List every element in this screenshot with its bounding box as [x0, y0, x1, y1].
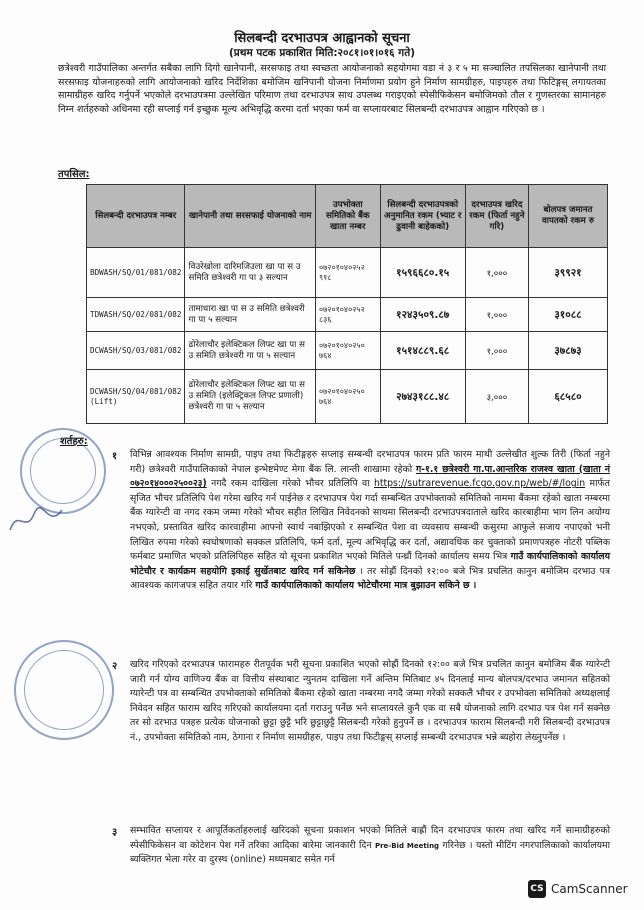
pre-bid-meeting-label: Pre-Bid Meeting [374, 841, 440, 850]
table-row [87, 370, 608, 424]
official-stamp [14, 640, 114, 740]
table-row [87, 248, 608, 298]
conditions-heading: शर्तहरु: [60, 436, 88, 447]
camscanner-icon: CS [528, 880, 546, 898]
col-header-account: उपभोक्ता समितिको बैंक खाता नम्बर [315, 185, 380, 248]
cell-fee: १,००० [465, 248, 528, 298]
condition-1 [130, 448, 610, 594]
account-reference: ग-१.१ छत्रेश्वरी गा.पा.आन्तरिक राजश्व खाता (खाता नं ०७२०१४०००२५००२३) [130, 463, 610, 490]
condition-number: १ [112, 451, 118, 462]
condition-text: मार्फत सृजित भौचर प्रतिलिपि पेश गरेमा खरिद गर्न पाईनेछ र दरभाउपत्र पेश गर्दा सम्बन्धित उपभोक्ताको समितिको नाममा बैंकमा रहेको खाता नम्बरमा बैंक ग्यारेन्टी वा नगद रकम जम्मा गरेको भौचर सहीत लिखित निवेदनको साथमा सिलबन्दी दरभाउपत्रदाताले खरिद कारबाहीमा भाग लिन अयोग्य नभएको, प्रस्तावित खरिद कारवाहीमा आफ्नो स्वार्थ नबाझिएको र सम्बन्धित पेशा वा व्यवसाय सम्बन्धी कसुरमा आफुले सजाय नपाएको भनी लिखित रुपमा गरेको स्वघोषणाको सक्कल प्रतिलिपि, फर्म दर्ता, मूल्य अभिवृद्धि कर दर्ता, अद्यावधिक कर चुक्ताको प्रमाणपत्रहरु नोटरी पब्लिक फर्मबाट प्रमाणित भएको प्रतिलिपिहरु सहित यो सूचना प्रकाशित भएको मितिले पन्ध्रौं दिनको कार्यालय समय भित्र [130, 478, 610, 563]
cell-deposit: ३७८७३ [528, 332, 607, 370]
cell-estimate: २७४३१८८.४८ [380, 370, 465, 424]
cell-code: BDWASH/SQ/01/081/082 [87, 248, 185, 298]
condition-text: सम्भावित सप्लायर र आपूर्तिकर्ताहरुलाई खरिदको सूचना प्रकाशन भएको मितिले बाह्रौं दिन दरभाउपत्र फारम तथा खरिद गर्ने सामाग्रीहरुको स्पेसीफिकेसन वा कोटेशन पेश गर्ने तरिका आदिका बारेमा जानकारी दिन [130, 825, 610, 851]
submission-location: गाउँ कार्यपालिकाको कार्यालय भोटेचौरमा मात्र बुझाउन सकिने छ । [255, 580, 477, 592]
cell-code: TDWASH/SQ/02/081/082 [87, 298, 185, 332]
col-header-deposit: बोलपत्र जमानत वापतको रकम रु [528, 185, 607, 248]
cell-deposit: ३९९२१ [528, 248, 607, 298]
cell-estimate: १५१४८८९.६८ [380, 332, 465, 370]
condition-number: ३ [112, 827, 118, 838]
col-header-estimate: सिलबन्दी दरभाउपत्रको अनुमानित रकम (भ्याट र ढुवानी बाहेकको) [380, 185, 465, 248]
cell-account: ०७२०१०४०२५० ७६४ [315, 370, 380, 424]
cell-estimate: १५९६६८०.१५ [380, 248, 465, 298]
cell-deposit: ३१०८८ [528, 298, 607, 332]
col-header-fee: दरभाउपत्र खरिद रकम (फिर्ता नहुने गरि) [465, 185, 528, 248]
sutra-revenue-link[interactable]: https://sutrarevenue.fcgo.gov.np/web/#/login [373, 478, 586, 490]
cell-name: विउरेखोला दारिमजिउला खा पा स उ समिति छत्रेश्वरी गा पा ३ सल्यान [185, 248, 316, 298]
cell-fee: १,००० [465, 332, 528, 370]
table-heading: तपसिल: [58, 169, 90, 180]
cell-code: DCWASH/SQ/04/081/082 (Lift) [87, 370, 185, 424]
condition-text: नगदै रकम दाखिला गरेको भौचर प्रतिलिपि वा [211, 478, 370, 490]
notice-subtitle: (प्रथम पटक प्रकाशित मिति:२०८१।०१।०१६ गते) [228, 47, 415, 59]
table-header-row [87, 185, 608, 248]
cell-fee: ३,००० [465, 370, 528, 424]
intro-paragraph: छत्रेश्वरी गाउँपालिका अन्तर्गत सबैका लागि दिगो खानेपानी, सरसफाइ तथा स्वच्छता आयोजनाको सहयोगमा वडा नं ३ र ५ मा सञ्चालित तपसिलका खानेपानी तथा सरसफाइ योजनाहरुको लागि आयोजनाको खरिद निर्देशिका बमोजिम खनिपानी योजना निर्माणमा प्रयोग हुने निर्माण सामग्रीहरु, पाइपहरु तथा फिटिङ्गस् लगायतका सामाग्रीहरु खरिद गर्नुपर्ने भएकोले दरभाउपत्रमा उल्लेखित परिमाण तथा दरभाउपत्र साथ उपलब्ध गराइएको स्पेसीफिकेसन बमोजिमको तौल र गुणस्तरका सामानहरु निम्न शर्तहरुको अधिनमा रही सप्लाई गर्न इच्छुक मूल्य अभिवृद्धि करमा दर्ता भएका फर्म वा सप्लायरबाट सिलबन्दी दरभाउपत्र आह्वान गरिएको छ । [58, 63, 606, 115]
condition-number: २ [112, 661, 118, 672]
cell-name: ढोरेलाचौर इलेक्टिकल लिफ्ट खा पा स उ समिति छत्रेश्वरी गा पा ५ सल्यान [185, 332, 316, 370]
condition-text: । तर सोह्रौं दिनको १२:०० बजे भित्र प्रचलित कानुन बमोजिम दरभाउ पत्र आवश्यक कागजपत्र सहित तयार गरि [130, 565, 610, 592]
condition-text: विभिन्न आवश्यक निर्माण सामग्री, पाइप तथा फिटीङ्गहरु सप्लाइ सम्बन्धी दरभाउपत्र फारम प्रति फारम माथी उल्लेखीत शुल्क तिरी (फिर्ता नहुने गरी) छत्रेश्वरी गाउँपालिकाको नेपाल इन्भेष्टमेण्ट मेगा बैंक लि. लान्ती शाखामा रहेको [130, 449, 610, 475]
signature-mark [6, 500, 66, 540]
camscanner-label: CamScanner [551, 882, 628, 896]
camscanner-watermark [528, 880, 628, 898]
condition-text: गरिनेछ । यस्तो मीटिंग नगरपालिकाको कार्यालयमा ब्यक्तिगत भेला गरेर वा दुरस्थ (online) मध्यमबाट समेत गर्न [130, 839, 610, 866]
table-row [87, 298, 608, 332]
bid-table [86, 184, 608, 424]
condition-2: खरिद गरिएको दरभाउपत्र फारामहरु रीतपूर्वक भरी सूचना प्रकाशित भएको सोह्रौं दिनको १२:०० बजे भित्र प्रचलित कानुन बमोजिम बैंक ग्यारेन्टी जारी गर्न योग्य वाणिज्य बैंक वा वित्तीय संस्थाबाट न्युनतम दाखिला गर्ने अन्तिम मितिबाट ४५ दिनलाई मान्य बोलपत्र/दरभाउ जमानत सहितको ग्यारेन्टी पत्र वा सम्बन्धित उपभोक्ताको समितिको बैंकमा रहेको खाता नम्बरमा नगदै जम्मा गरेको सक्कलै भौचर र उपभोक्ता समितिको अध्यक्षलाई निवेदन सहित फाराम खरिद गरिएको कार्यालयमा दर्ता गराउनु पर्नेछ भने सप्लायरले कुनै एक वा सबै योजनाको लागि दरभाउ पत्र पेश गर्न सक्नेछ तर सो दरभाउ पत्रहरु प्रत्येक योजनाको छुट्टा छुट्टै भरि छुट्टाछुट्टै सिलबन्दी गरेको हुनुपर्ने छ । दरभाउपत्र फाराम सिलबन्दी गरी सिलबन्दी दरभाउपत्र नं., उपभोक्ता समितिको नाम, ठेगाना र निर्माण सामग्रीहरु, पाइप तथा फिटीङ्गस् सप्लाई सम्बन्धी दरभाउपत्र भन्ने ब्यहोरा लेख्नुपर्नेछ । [130, 659, 610, 743]
cell-deposit: ६८५८० [528, 370, 607, 424]
purchase-location: गाउँ कार्यपालिकाको कार्यालय भोटेचौर र कार्यक्रम सहयोगि इकाई सुर्खेतबाट खरिद गर्न सकिनेछ [130, 551, 610, 577]
cell-account: ०७२०१०४०२५२ ८३६ [315, 298, 380, 332]
cell-account: ०७२०१०४०२५० ७६४ [315, 332, 380, 370]
col-header-name: खानेपानी तथा सरसफाई योजनाको नाम [185, 185, 316, 248]
cell-account: ०७२०१०४०२५२ ९१८ [315, 248, 380, 298]
cell-fee: १,००० [465, 298, 528, 332]
col-header-code: सिलबन्दी दरभाउपत्र नम्बर [87, 185, 185, 248]
cell-code: DCWASH/SQ/03/081/082 [87, 332, 185, 370]
notice-title: सिलबन्दी दरभाउपत्र आह्वानको सूचना [234, 31, 410, 46]
table-row [87, 332, 608, 370]
condition-3 [130, 824, 610, 868]
cell-name: ढोरेलाचौर इलेक्टिकल लिफ्ट खा पा स उ समिति (इलेक्ट्रिकल लिफ्ट प्रणाली) छत्रेश्वरी गा पा ५ सल्यान [185, 370, 316, 424]
cell-estimate: १२४३५०९.८७ [380, 298, 465, 332]
cell-name: तामाधारा खा पा स उ समिति छत्रेश्वरी गा पा ५ सल्यान [185, 298, 316, 332]
